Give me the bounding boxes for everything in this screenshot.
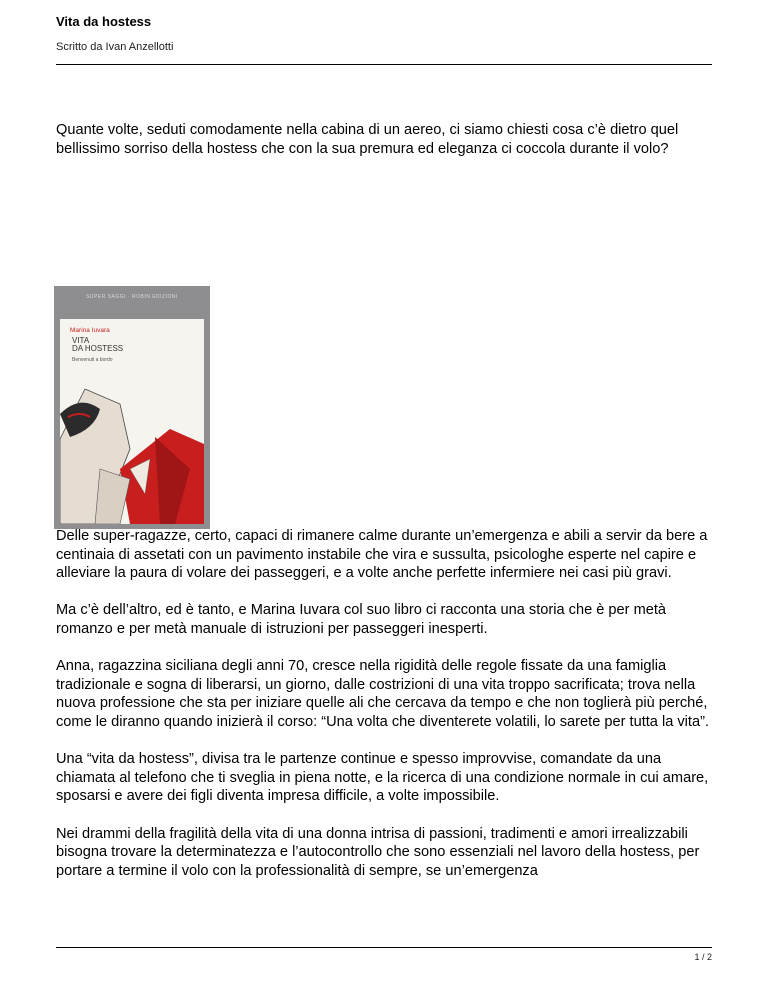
author-line: Scritto da Ivan Anzellotti	[56, 41, 174, 53]
cover-panel	[60, 319, 204, 524]
cover-publisher: SUPER SAGGI · ROBIN EDIZIONI	[86, 294, 178, 300]
cover-subtitle: Benvenuti a bordo	[72, 357, 113, 363]
footer-divider	[56, 947, 712, 948]
book-cover-image	[54, 286, 210, 529]
paragraph: Ma c’è dell’altro, ed è tanto, e Marina Iuvara col suo libro ci racconta una storia che è per metà romanzo e per metà manuale di istruzioni per passeggeri inesperti.	[56, 602, 667, 637]
paragraph: Delle super-ragazze, certo, capaci di rimanere calme durante un’emergenza e abili a servir da bere a centinaia di assetati con un pavimento instabile che vira e sussulta, psicologhe esperte nel capire e alleviare la paura di volare dei passeggeri, e a volte anche perfette infermiere nei casi più gravi.	[56, 528, 708, 582]
paragraph: Una “vita da hostess”, divisa tra le partenze continue e spesso improvvise, comandate da una chiamata al telefono che ti sveglia in piena notte, e la ricerca di una condizione normale in cui amare, sposarsi e avere dei figli diventa impresa difficile, a volte impossibile.	[56, 751, 709, 805]
cover-author: Marina Iuvara	[70, 327, 110, 334]
header-divider	[56, 64, 712, 65]
cover-title-line1: VITA	[72, 336, 90, 345]
paragraph: Nei drammi della fragilità della vita di una donna intrisa di passioni, tradimenti e amori irrealizzabili bisogna trovare la determinatezza e l’autocontrollo che sono essenziali nel lavoro della hostess, per portare a termine il volo con la professionalità di sempre, se un’emergenza	[56, 825, 700, 879]
intro-section	[56, 121, 716, 158]
cover-illustration	[60, 319, 204, 524]
document-title: Vita da hostess	[56, 14, 152, 29]
cover-title-line2: DA HOSTESS	[72, 344, 124, 353]
page-number: 1 / 2	[694, 952, 712, 962]
document-header	[56, 14, 712, 54]
paragraph: Anna, ragazzina siciliana degli anni 70, cresce nella rigidità delle regole fissate da una famiglia tradizionale e sogna di liberarsi, un giorno, dalle costrizioni di una vita troppo sacrificata; trova nella nuova professione che sta per iniziare quelle ali che cercava da tempo e che non toglierà più perché, come le diranno quando inizierà il corso: “Una volta che diventerete volatili, lo sarete per tutta la vita”.	[56, 658, 710, 730]
intro-paragraph: Quante volte, seduti comodamente nella cabina di un aereo, ci siamo chiesti cosa c’è dietro quel bellissimo sorriso della hostess che con la sua premura ed eleganza ci coccola durante il volo?	[56, 122, 679, 157]
article-body	[56, 527, 716, 899]
